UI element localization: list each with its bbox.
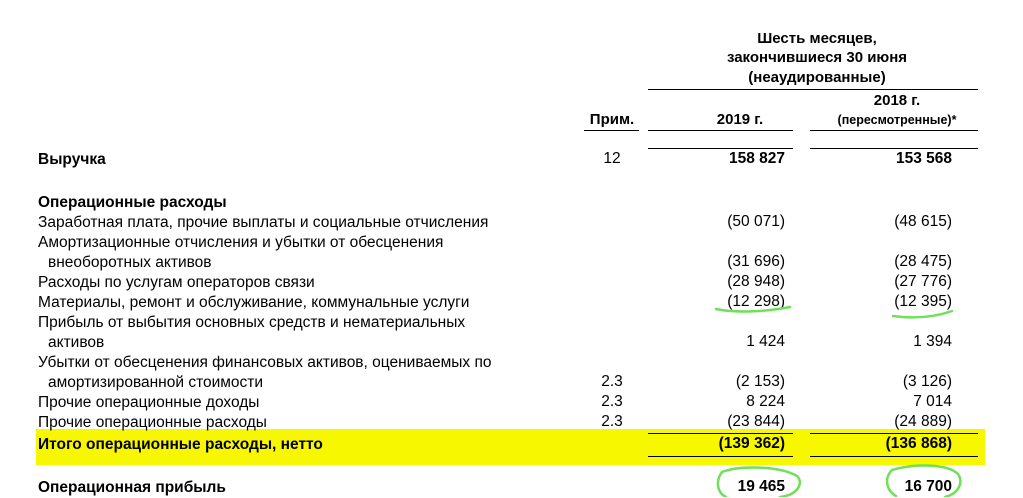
- salary-label: Заработная плата, прочие выплаты и социальные отчисления: [38, 214, 489, 231]
- depreciation-2019: (31 696): [727, 253, 785, 270]
- impairment-note: 2.3: [601, 373, 623, 390]
- telecom-label: Расходы по услугам операторов связи: [38, 274, 315, 291]
- period-header-line1: Шесть месяцев,: [757, 30, 877, 47]
- impairment-label-line2: амортизированной стоимости: [48, 374, 264, 391]
- underline-materials-2018: [893, 311, 952, 317]
- opex-heading: Операционные расходы: [38, 194, 227, 211]
- operating-profit-label: Операционная прибыль: [38, 479, 226, 496]
- materials-label: Материалы, ремонт и обслуживание, коммунальные услуги: [38, 294, 470, 311]
- impairment-label-line1: Убытки от обесценения финансовых активов, оцениваемых по: [38, 354, 492, 371]
- telecom-2018: (27 776): [894, 273, 952, 290]
- depreciation-label-line1: Амортизационные отчисления и убытки от обесценения: [38, 234, 444, 251]
- operating-profit-2019: 19 465: [737, 478, 785, 495]
- col-note-header: Прим.: [589, 111, 635, 128]
- other-expenses-2018: (24 889): [894, 413, 952, 430]
- other-income-note: 2.3: [601, 393, 623, 410]
- col-2018-note: (пересмотренные)*: [837, 113, 957, 127]
- disposal-2018: 1 394: [913, 333, 952, 350]
- revenue-2019: 158 827: [728, 150, 785, 167]
- other-expenses-note: 2.3: [601, 413, 623, 430]
- materials-2019: (12 298): [727, 293, 785, 310]
- period-header-line2: закончившиеся 30 июня: [726, 49, 908, 66]
- other-expenses-2019: (23 844): [727, 413, 785, 430]
- col-2018-year: 2018 г.: [873, 92, 921, 109]
- impairment-2018: (3 126): [902, 373, 952, 390]
- other-expenses-label: Прочие операционные расходы: [38, 414, 267, 431]
- total-opex-2018: (136 868): [885, 435, 952, 452]
- other-income-2019: 8 224: [746, 393, 785, 410]
- disposal-label-line1: Прибыль от выбытия основных средств и нематериальных: [38, 314, 466, 331]
- circle-operating-profit-2018: [887, 465, 960, 497]
- impairment-2019: (2 153): [735, 373, 785, 390]
- total-opex-label: Итого операционные расходы, нетто: [38, 436, 323, 453]
- salary-2018: (48 615): [894, 213, 952, 230]
- circle-operating-profit-2019: [718, 467, 800, 497]
- col-2019-header: 2019 г.: [716, 111, 764, 128]
- salary-2019: (50 071): [727, 213, 785, 230]
- disposal-2019: 1 424: [746, 333, 785, 350]
- depreciation-2018: (28 475): [894, 253, 952, 270]
- revenue-note: 12: [603, 150, 621, 167]
- materials-2018: (12 395): [894, 293, 952, 310]
- period-header-line3: (неаудированные): [748, 69, 886, 86]
- depreciation-label-line2: внеоборотных активов: [48, 254, 212, 271]
- underline-materials-2019: [716, 307, 790, 311]
- revenue-label: Выручка: [38, 151, 106, 168]
- revenue-2018: 153 568: [895, 150, 952, 167]
- total-opex-2019: (139 362): [718, 435, 785, 452]
- other-income-2018: 7 014: [913, 393, 952, 410]
- telecom-2019: (28 948): [727, 273, 785, 290]
- other-income-label: Прочие операционные доходы: [38, 394, 260, 411]
- disposal-label-line2: активов: [48, 334, 105, 351]
- operating-profit-2018: 16 700: [904, 478, 952, 495]
